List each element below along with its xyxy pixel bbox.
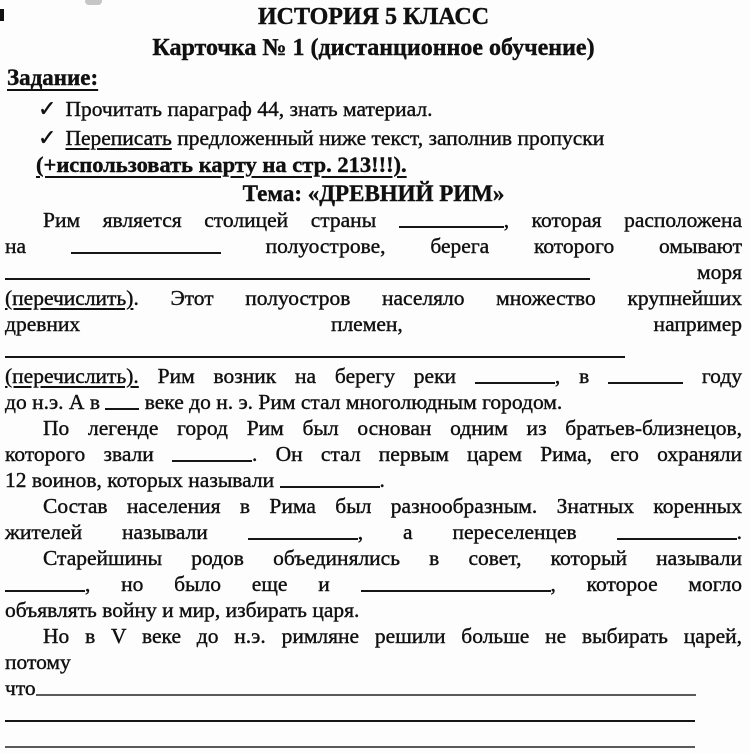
text-run: , но было еще и xyxy=(85,572,361,596)
text-run: веке до н. э. Рим стал многолюдным городом. xyxy=(139,390,563,414)
text-run: . Этот полуостров населяло множество крупнейших xyxy=(133,286,742,310)
text-line xyxy=(5,207,742,233)
blank-field xyxy=(280,486,380,488)
text-run: на xyxy=(5,234,71,258)
text-line xyxy=(5,675,742,701)
text-line xyxy=(5,233,742,259)
text-run: древних племен, например xyxy=(5,312,742,336)
text-line xyxy=(5,493,742,519)
text-run: 12 воинов, которых называли xyxy=(5,468,280,492)
task-note: (+использовать карту на стр. 213!!!). xyxy=(36,152,407,177)
underlined-text: (перечислить). xyxy=(5,364,139,388)
underlined-text: Переписать xyxy=(65,125,172,150)
page-title: ИСТОРИЯ 5 КЛАСС xyxy=(257,4,490,30)
checkmark-icon: ✓ xyxy=(38,96,57,121)
text-line xyxy=(5,571,742,597)
text-line xyxy=(5,649,742,675)
underlined-text: (перечислить) xyxy=(5,286,134,310)
text-run: Но в V веке до н.э. римляне решили больше не выбирать царей, xyxy=(43,624,742,648)
text-run: Старейшины родов объединялись в совет, который называли xyxy=(43,546,742,570)
text-run: полуострове, берега которого омывают xyxy=(220,234,742,258)
text-run: предложенный ниже текст, заполнив пропуски xyxy=(171,125,605,150)
text-run: потому xyxy=(5,650,71,674)
checklist xyxy=(5,95,742,152)
text-run: , в xyxy=(554,364,609,388)
checkmark-icon: ✓ xyxy=(38,124,57,150)
text-run: что xyxy=(5,676,36,700)
scan-artifact-top xyxy=(85,0,102,5)
text-line xyxy=(5,441,742,467)
document-body xyxy=(5,207,742,753)
text-run: , которая расположена xyxy=(503,208,743,232)
text-line xyxy=(5,545,742,571)
text-line xyxy=(5,467,742,493)
blank-field xyxy=(608,382,683,384)
text-run: . Он стал первым царем Рима, его охраняли xyxy=(252,442,742,466)
text-run: году xyxy=(683,364,743,388)
blank-field xyxy=(71,252,221,254)
blank-field xyxy=(105,408,139,410)
text-run: . xyxy=(379,468,385,492)
text-run: , которое могло xyxy=(550,572,742,596)
text-run: объявлять войну и мир, избирать царя. xyxy=(5,598,360,622)
blank-field xyxy=(617,538,737,540)
blank-field xyxy=(172,460,252,462)
text-run: , а переселенцев xyxy=(357,520,617,544)
blank-field xyxy=(475,382,555,384)
text-line xyxy=(5,701,742,727)
blank-field xyxy=(5,356,625,358)
text-run: которого звали xyxy=(5,442,173,466)
text-line xyxy=(5,519,742,545)
text-run: жителей называли xyxy=(5,520,248,544)
blank-field xyxy=(5,278,590,280)
blank-field xyxy=(399,226,504,228)
text-line xyxy=(5,389,742,415)
text-line xyxy=(5,415,742,441)
text-line xyxy=(5,597,742,623)
card-subtitle: Карточка № 1 (дистанционное обучение) xyxy=(152,35,595,61)
blank-field xyxy=(248,538,358,540)
checklist-item xyxy=(5,95,742,124)
text-line xyxy=(5,285,742,311)
blank-field xyxy=(361,590,551,592)
task-note-row xyxy=(5,152,742,181)
theme-heading: Тема: «ДРЕВНИЙ РИМ» xyxy=(242,181,505,206)
blank-field xyxy=(36,694,696,696)
text-run: Состав населения в Рима был разнообразным. Знатных коренных xyxy=(43,494,742,518)
task-heading-row xyxy=(5,63,742,95)
checklist-item xyxy=(5,124,742,153)
text-line xyxy=(5,727,742,753)
text-run: Рим является столицей страны xyxy=(43,208,399,232)
task-heading: Задание: xyxy=(7,65,99,90)
text-run: Рим возник на берегу реки xyxy=(138,364,475,388)
text-run: Прочитать параграф 44, знать материал. xyxy=(65,97,433,121)
text-line xyxy=(5,363,742,389)
text-run: . xyxy=(736,520,743,544)
text-line xyxy=(5,623,742,649)
blank-field xyxy=(5,590,85,592)
scan-artifact-left-edge xyxy=(0,9,4,21)
text-line xyxy=(5,337,742,363)
text-line xyxy=(5,311,742,337)
text-run: моря xyxy=(590,260,742,284)
text-line xyxy=(5,259,742,285)
text-run: По легенде город Рим был основан одним из братьев-близнецов, xyxy=(43,416,742,440)
blank-field xyxy=(5,720,695,722)
text-run: до н.э. А в xyxy=(5,390,106,414)
